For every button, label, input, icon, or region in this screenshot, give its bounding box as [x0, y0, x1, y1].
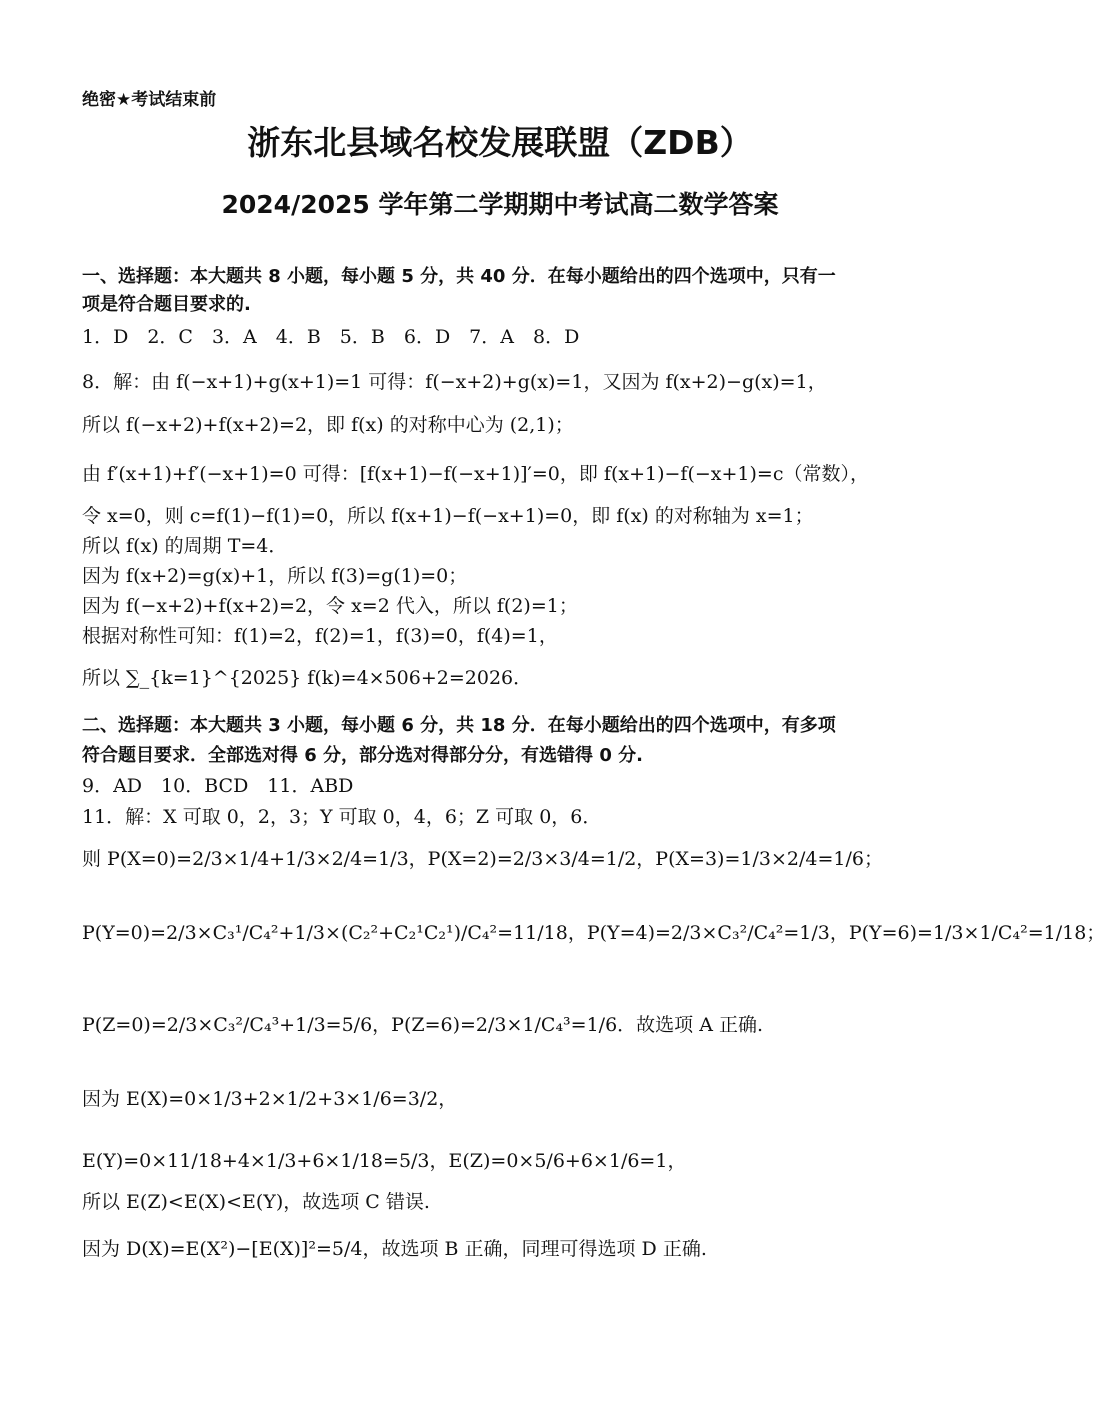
q11-line: 因为 D(X)=E(X²)−[E(X)]²=5/4，故选项 B 正确，同理可得选项 D 正确.	[82, 1238, 707, 1260]
section1-heading-line2: 项是符合题目要求的.	[82, 294, 251, 315]
q8-line: 所以 f(x) 的周期 T=4．	[82, 535, 288, 557]
q8-line: 8．解：由 f(−x+1)+g(x+1)=1 可得：f(−x+2)+g(x)=1，又因为 f(x+2)−g(x)=1，	[82, 371, 827, 393]
q11-line: P(Y=0)=2/3×C₃¹/C₄²+1/3×(C₂²+C₂¹C₂¹)/C₄²=11/18，P(Y=4)=2/3×C₃²/C₄²=1/3，P(Y=6)=1/3×1/C₄²=1/18；	[82, 922, 1105, 944]
section1-heading-line1: 一、选择题：本大题共 8 小题，每小题 5 分，共 40 分．在每小题给出的四个选项中，只有一	[82, 266, 836, 287]
section1-answers: 1．D 2．C 3．A 4．B 5．B 6．D 7．A 8．D	[82, 326, 580, 348]
q8-line: 根据对称性可知：f(1)=2，f(2)=1，f(3)=0，f(4)=1，	[82, 625, 558, 647]
q8-line: 所以 ∑_{k=1}^{2025} f(k)=4×506+2=2026．	[82, 667, 533, 689]
section2-heading-line2: 符合题目要求．全部选对得 6 分，部分选对得部分分，有选错得 0 分.	[82, 745, 643, 766]
q11-line: 则 P(X=0)=2/3×1/4+1/3×2/4=1/3，P(X=2)=2/3×3/4=1/2，P(X=3)=1/3×2/4=1/6；	[82, 848, 883, 870]
q8-line: 令 x=0，则 c=f(1)−f(1)=0，所以 f(x+1)−f(−x+1)=0，即 f(x) 的对称轴为 x=1；	[82, 505, 814, 527]
q8-line: 由 f′(x+1)+f′(−x+1)=0 可得：[f(x+1)−f(−x+1)]′=0，即 f(x+1)−f(−x+1)=c（常数），	[82, 463, 869, 485]
section2-answers: 9．AD 10．BCD 11．ABD	[82, 775, 354, 797]
document-subtitle: 2024/2025 学年第二学期期中考试高二数学答案	[221, 190, 779, 219]
q8-line: 因为 f(x+2)=g(x)+1，所以 f(3)=g(1)=0；	[82, 565, 468, 587]
q11-line: 所以 E(Z)<E(X)<E(Y)，故选项 C 错误.	[82, 1191, 430, 1213]
document-title: 浙东北县域名校发展联盟（ZDB）	[247, 123, 753, 162]
q11-line: P(Z=0)=2/3×C₃²/C₄³+1/3=5/6，P(Z=6)=2/3×1/C₄³=1/6．故选项 A 正确.	[82, 1014, 764, 1036]
q11-line: 11．解：X 可取 0，2，3；Y 可取 0，4，6；Z 可取 0，6．	[82, 806, 602, 828]
q11-line: E(Y)=0×11/18+4×1/3+6×1/18=5/3，E(Z)=0×5/6+6×1/6=1，	[82, 1150, 687, 1172]
q8-line: 所以 f(−x+2)+f(x+2)=2，即 f(x) 的对称中心为 (2,1)；	[82, 414, 574, 436]
q8-line: 因为 f(−x+2)+f(x+2)=2，令 x=2 代入，所以 f(2)=1；	[82, 595, 578, 617]
q11-line: 因为 E(X)=0×1/3+2×1/2+3×1/6=3/2，	[82, 1088, 458, 1110]
section2-heading-line1: 二、选择题：本大题共 3 小题，每小题 6 分，共 18 分．在每小题给出的四个选项中，有多项	[82, 715, 836, 736]
secret-label: 绝密★考试结束前	[82, 90, 217, 110]
